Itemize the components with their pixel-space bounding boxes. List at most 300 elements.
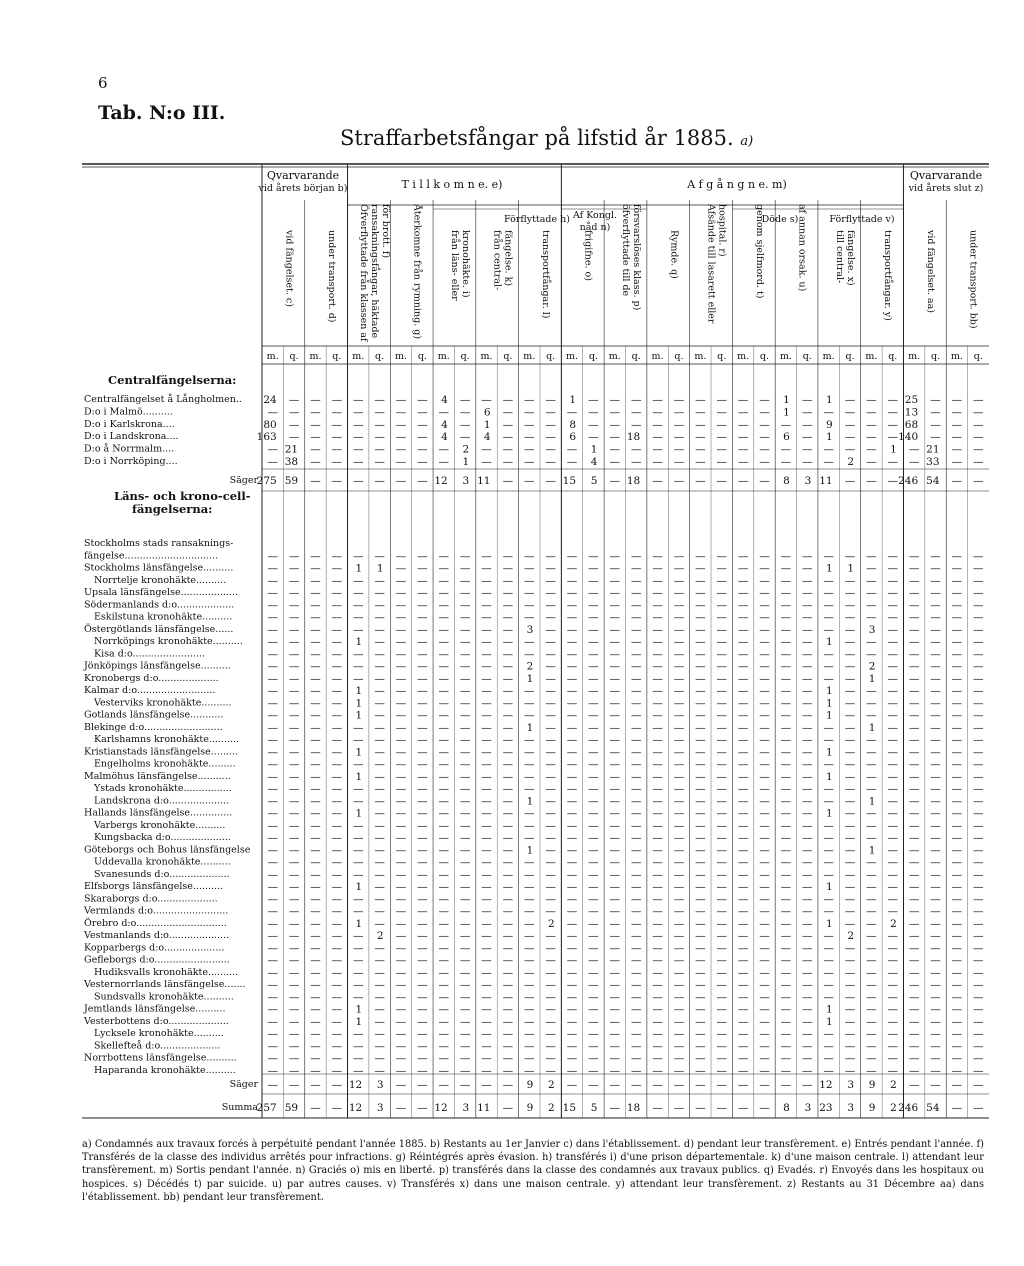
lans-row-43-cell: — bbox=[609, 1064, 621, 1077]
lans-row-38-cell: — bbox=[310, 1003, 321, 1016]
lans-row-40-cell: — bbox=[652, 1028, 663, 1040]
lans-row-43-cell: — bbox=[695, 1064, 706, 1077]
lans-row-30-cell: — bbox=[673, 905, 685, 918]
lans-row-15-cell: — bbox=[374, 721, 385, 734]
lans-row-35-cell: — bbox=[481, 966, 492, 979]
lans-row-37-cell: — bbox=[502, 991, 514, 1004]
lans-row-5-cell: — bbox=[374, 599, 385, 612]
title-text: Straffarbetsfångar på lifstid år 1885. bbox=[340, 126, 734, 150]
lans-row-11-cell: — bbox=[973, 672, 984, 685]
lans-row-36-cell: — bbox=[673, 979, 685, 991]
unit-label: q. bbox=[289, 351, 299, 362]
lans-row-35-cell: — bbox=[395, 966, 407, 979]
column-label-13-1: fängelse. x) bbox=[844, 230, 856, 286]
lans-row-25-cell: — bbox=[609, 844, 621, 857]
central-row-0-cell: — bbox=[502, 394, 514, 406]
lans-row-13-cell: — bbox=[716, 697, 727, 710]
lans-row-10-cell: — bbox=[652, 660, 663, 673]
lans-row-26-cell: — bbox=[973, 856, 984, 869]
lans-row-16-cell: — bbox=[288, 734, 300, 746]
lans-row-5-cell: — bbox=[417, 599, 428, 612]
lans-row-25-cell: — bbox=[716, 844, 727, 857]
lans-row-18-cell: — bbox=[481, 758, 492, 771]
lans-row-21-cell: — bbox=[737, 795, 749, 808]
central-row-1-cell: — bbox=[951, 406, 963, 419]
lans-row-5-cell: — bbox=[352, 599, 364, 612]
lans-row-8-cell: — bbox=[374, 636, 385, 648]
lans-row-30-cell: — bbox=[481, 905, 492, 918]
lans-row-42-cell: — bbox=[823, 1052, 834, 1065]
lans-row-3-cell: — bbox=[374, 574, 385, 587]
lans-row-33-cell: — bbox=[802, 942, 813, 955]
unit-label: q. bbox=[888, 351, 898, 362]
lans-row-41-cell: — bbox=[459, 1040, 471, 1053]
lans-row-12-cell: — bbox=[481, 685, 492, 697]
lans-row-8-cell: — bbox=[951, 636, 963, 648]
lans-row-7-cell: — bbox=[331, 623, 343, 636]
lans-row-41-cell: — bbox=[823, 1040, 834, 1053]
lans-row-21-cell: — bbox=[481, 795, 492, 808]
lans-row-35-cell: — bbox=[951, 966, 963, 979]
lans-row-17-cell: — bbox=[331, 746, 343, 759]
central-sum-cell: 59 bbox=[284, 475, 299, 487]
lans-row-13-cell: — bbox=[459, 697, 471, 710]
lans-row-12-cell: — bbox=[609, 685, 621, 697]
lans-row-43-cell: — bbox=[352, 1064, 364, 1077]
central-row-2-cell: — bbox=[524, 418, 535, 431]
lans-row-5-cell: — bbox=[267, 599, 278, 612]
lans-row-14-cell: — bbox=[566, 709, 578, 722]
lans-row-12-cell: — bbox=[502, 685, 514, 697]
lans-row-40-cell: — bbox=[951, 1028, 963, 1040]
lans-row-27-cell: — bbox=[288, 868, 300, 881]
lans-row-31-cell: — bbox=[716, 917, 727, 930]
lans-row-33-cell: — bbox=[844, 942, 856, 955]
lans-row-2-cell: — bbox=[802, 562, 813, 575]
lans-row-39-cell: — bbox=[609, 1015, 621, 1028]
unit-label: q. bbox=[802, 351, 812, 362]
lans-row-30-cell: — bbox=[630, 905, 642, 918]
central-row-2-cell: — bbox=[545, 418, 556, 431]
lans-row-27-cell: — bbox=[502, 868, 514, 881]
lans-row-13-cell: — bbox=[588, 697, 599, 710]
central-row-4-cell: — bbox=[481, 443, 492, 456]
lans-row-28-cell: — bbox=[737, 881, 749, 893]
lans-row-42-cell: — bbox=[310, 1052, 321, 1065]
central-row-4-cell: — bbox=[951, 443, 963, 456]
lans-row-16-cell: — bbox=[502, 734, 514, 746]
lans-row-11-cell: — bbox=[823, 672, 834, 685]
lans-row-4-cell: — bbox=[866, 587, 877, 599]
lans-row-25-cell: — bbox=[759, 844, 770, 857]
lans-row-38-cell: — bbox=[588, 1003, 599, 1016]
lans-sum-label: Säger bbox=[229, 1079, 258, 1090]
lans-row-13-cell: — bbox=[951, 697, 963, 710]
lans-row-26-cell: — bbox=[438, 856, 449, 869]
lans-row-18-cell: — bbox=[951, 758, 963, 771]
lans-row-13-cell: — bbox=[973, 697, 984, 710]
lans-row-20-cell: — bbox=[609, 783, 621, 795]
lans-row-32-cell: — bbox=[524, 930, 535, 942]
lans-row-5-cell: — bbox=[588, 599, 599, 612]
lans-row-12-cell: — bbox=[737, 685, 749, 697]
lans-row-39-cell: — bbox=[951, 1015, 963, 1028]
lans-row-22-cell: — bbox=[438, 807, 449, 820]
central-row-5-cell: — bbox=[395, 456, 407, 468]
lans-row-6-cell: — bbox=[310, 611, 321, 624]
lans-row-12-cell: — bbox=[844, 685, 856, 697]
lans-row-1-cell: — bbox=[288, 550, 300, 563]
lans-row-2-cell: — bbox=[438, 562, 449, 575]
lans-row-39-cell: — bbox=[417, 1015, 428, 1028]
lans-row-31-cell: — bbox=[759, 917, 770, 930]
central-row-0-cell: — bbox=[973, 394, 984, 406]
lans-row-35-label: Hudiksvalls kronohäkte.......... bbox=[94, 966, 239, 978]
lans-row-27-cell: — bbox=[802, 868, 813, 881]
lans-row-19-cell: — bbox=[481, 770, 492, 783]
lans-row-27-cell: — bbox=[887, 868, 899, 881]
lans-row-36-cell: — bbox=[823, 979, 834, 991]
lans-row-34-cell: — bbox=[481, 954, 492, 967]
lans-row-26-cell: — bbox=[288, 856, 300, 869]
lans-row-3-cell: — bbox=[630, 574, 642, 587]
lans-row-24-cell: — bbox=[673, 832, 685, 844]
lans-row-2-cell: — bbox=[481, 562, 492, 575]
lans-row-16-cell: — bbox=[609, 734, 621, 746]
lans-row-14-cell: — bbox=[267, 709, 278, 722]
lans-row-36-cell: — bbox=[695, 979, 706, 991]
central-row-3-cell: — bbox=[352, 431, 364, 444]
central-row-1-cell: — bbox=[267, 406, 278, 419]
summa-cell: 54 bbox=[926, 1102, 940, 1114]
lans-row-38-cell: 1 bbox=[355, 1003, 363, 1016]
lans-row-24-cell: — bbox=[352, 832, 364, 844]
lans-row-29-cell: — bbox=[609, 893, 621, 906]
central-row-4-cell: — bbox=[438, 443, 449, 456]
column-label-14-0: transportfångar. y) bbox=[882, 230, 894, 321]
lans-row-28-cell: — bbox=[844, 881, 856, 893]
lans-row-11-cell: 1 bbox=[526, 672, 534, 685]
lans-row-18-cell: — bbox=[737, 758, 749, 771]
lans-row-15-cell: — bbox=[652, 721, 663, 734]
lans-row-29-cell: — bbox=[288, 893, 300, 906]
lans-row-3-cell: — bbox=[352, 574, 364, 587]
lans-row-26-cell: — bbox=[630, 856, 642, 869]
lans-row-37-cell: — bbox=[417, 991, 428, 1004]
lans-row-12-cell: — bbox=[588, 685, 599, 697]
lans-row-11-cell: — bbox=[352, 672, 364, 685]
lans-row-10-cell: — bbox=[459, 660, 471, 673]
lans-row-23-cell: — bbox=[951, 819, 963, 832]
lans-row-37-cell: — bbox=[609, 991, 621, 1004]
central-row-4-cell: — bbox=[802, 443, 813, 456]
summa-cell: 12 bbox=[434, 1102, 448, 1114]
lans-row-15-cell: — bbox=[288, 721, 300, 734]
header-dode: Döde s) bbox=[761, 214, 799, 225]
lans-row-10-cell: — bbox=[438, 660, 449, 673]
unit-label: q. bbox=[588, 351, 598, 362]
central-row-3-cell: — bbox=[545, 431, 556, 444]
lans-row-40-cell: — bbox=[759, 1028, 770, 1040]
unit-label: m. bbox=[566, 351, 579, 362]
lans-row-41-cell: — bbox=[630, 1040, 642, 1053]
lans-row-12-cell: — bbox=[908, 685, 920, 697]
lans-row-40-cell: — bbox=[374, 1028, 385, 1040]
lans-row-16-cell: — bbox=[737, 734, 749, 746]
lans-row-8-cell: — bbox=[908, 636, 920, 648]
lans-row-1-cell: — bbox=[951, 550, 963, 563]
lans-row-3-cell: — bbox=[502, 574, 514, 587]
central-row-1-cell: — bbox=[374, 406, 385, 419]
lans-row-36-cell: — bbox=[459, 979, 471, 991]
unit-label: m. bbox=[394, 351, 408, 362]
lans-row-5-cell: — bbox=[652, 599, 663, 612]
lans-row-6-cell: — bbox=[267, 611, 278, 624]
lans-row-11-cell: — bbox=[802, 672, 813, 685]
header-qvar-end: Qvarvarande bbox=[909, 169, 983, 182]
lans-row-20-cell: — bbox=[973, 783, 984, 795]
lans-row-13-cell: — bbox=[652, 697, 663, 710]
lans-row-25-cell: — bbox=[802, 844, 813, 857]
lans-row-41-cell: — bbox=[844, 1040, 856, 1053]
lans-row-41-cell: — bbox=[737, 1040, 749, 1053]
lans-row-33-cell: — bbox=[652, 942, 663, 955]
lans-row-28-cell: — bbox=[459, 881, 471, 893]
lans-row-43-cell: — bbox=[331, 1064, 343, 1077]
lans-row-21-cell: — bbox=[267, 795, 278, 808]
lans-row-14-cell: — bbox=[652, 709, 663, 722]
column-label-2-1: ransakningsfångar, häktade bbox=[368, 204, 380, 339]
lans-sum-cell: — bbox=[930, 1079, 941, 1091]
lans-sum-cell: — bbox=[331, 1079, 343, 1091]
lans-row-15-cell: 1 bbox=[526, 721, 534, 734]
central-row-5-cell: — bbox=[823, 456, 834, 468]
lans-row-38-cell: — bbox=[802, 1003, 813, 1016]
lans-row-27-label: Svanesunds d:o.................... bbox=[94, 868, 230, 880]
lans-row-9-cell: — bbox=[823, 648, 834, 661]
lans-row-29-cell: — bbox=[737, 893, 749, 906]
lans-row-20-cell: — bbox=[438, 783, 449, 795]
central-row-5-cell: — bbox=[524, 456, 535, 468]
unit-label: m. bbox=[651, 351, 664, 362]
lans-row-19-cell: — bbox=[737, 770, 749, 783]
central-row-5-cell: 1 bbox=[462, 456, 470, 468]
lans-row-8-cell: — bbox=[331, 636, 343, 648]
lans-row-24-cell: — bbox=[481, 832, 492, 844]
lans-row-10-cell: — bbox=[802, 660, 813, 673]
lans-row-37-cell: — bbox=[780, 991, 792, 1004]
lans-row-7-label: Östergötlands länsfängelse...... bbox=[84, 623, 234, 635]
summa-cell: — bbox=[502, 1102, 514, 1114]
lans-row-37-cell: — bbox=[310, 991, 321, 1004]
lans-row-40-cell: — bbox=[288, 1028, 300, 1040]
lans-row-31-cell: — bbox=[588, 917, 599, 930]
lans-row-21-cell: — bbox=[502, 795, 514, 808]
lans-row-42-cell: — bbox=[331, 1052, 343, 1065]
column-label-5-1: fängelse. k) bbox=[502, 230, 514, 287]
lans-row-13-cell: — bbox=[844, 697, 856, 710]
lans-row-14-cell: — bbox=[417, 709, 428, 722]
lans-row-10-cell: — bbox=[331, 660, 343, 673]
lans-row-22-cell: — bbox=[588, 807, 599, 820]
lans-row-8-cell: — bbox=[438, 636, 449, 648]
lans-row-23-cell: — bbox=[352, 819, 364, 832]
lans-row-19-cell: — bbox=[844, 770, 856, 783]
lans-row-17-cell: — bbox=[759, 746, 770, 759]
lans-row-21-cell: — bbox=[887, 795, 899, 808]
lans-row-10-cell: — bbox=[973, 660, 984, 673]
lans-row-5-cell: — bbox=[609, 599, 621, 612]
lans-row-20-cell: — bbox=[310, 783, 321, 795]
central-row-2-cell: — bbox=[844, 418, 856, 431]
lans-row-36-cell: — bbox=[352, 979, 364, 991]
column-label-0-0: vid fängelset. c) bbox=[283, 230, 295, 307]
lans-row-12-cell: — bbox=[973, 685, 984, 697]
lans-row-24-cell: — bbox=[716, 832, 727, 844]
lans-row-3-cell: — bbox=[524, 574, 535, 587]
lans-row-7-cell: — bbox=[566, 623, 578, 636]
lans-row-25-cell: — bbox=[310, 844, 321, 857]
lans-row-24-cell: — bbox=[438, 832, 449, 844]
table-body bbox=[83, 373, 984, 1114]
lans-row-32-cell: — bbox=[802, 930, 813, 942]
lans-row-16-cell: — bbox=[866, 734, 877, 746]
lans-row-26-cell: — bbox=[844, 856, 856, 869]
header-tillkomne: T i l l k o m n e. e) bbox=[401, 178, 503, 191]
lans-row-42-cell: — bbox=[609, 1052, 621, 1065]
lans-row-8-cell: — bbox=[566, 636, 578, 648]
lans-row-16-cell: — bbox=[481, 734, 492, 746]
lans-row-28-cell: — bbox=[481, 881, 492, 893]
central-sum-cell: — bbox=[524, 475, 535, 487]
lans-row-2-cell: — bbox=[588, 562, 599, 575]
lans-row-23-cell: — bbox=[780, 819, 792, 832]
lans-row-15-cell: — bbox=[780, 721, 792, 734]
lans-row-38-cell: 1 bbox=[825, 1003, 833, 1016]
central-sum-cell: — bbox=[716, 475, 727, 487]
lans-row-3-cell: — bbox=[288, 574, 300, 587]
central-row-2-cell: — bbox=[716, 418, 727, 431]
lans-row-11-cell: — bbox=[588, 672, 599, 685]
lans-row-42-cell: — bbox=[545, 1052, 556, 1065]
lans-row-25-cell: — bbox=[588, 844, 599, 857]
lans-row-13-cell: — bbox=[866, 697, 877, 710]
unit-label: q. bbox=[759, 351, 770, 362]
unit-label: m. bbox=[779, 351, 792, 362]
lans-row-40-cell: — bbox=[823, 1028, 834, 1040]
lans-row-13-cell: — bbox=[267, 697, 278, 710]
lans-row-27-cell: — bbox=[737, 868, 749, 881]
lans-row-2-cell: — bbox=[395, 562, 407, 575]
lans-row-40-cell: — bbox=[673, 1028, 685, 1040]
lans-row-34-cell: — bbox=[374, 954, 385, 967]
lans-row-40-cell: — bbox=[310, 1028, 321, 1040]
lans-row-3-cell: — bbox=[438, 574, 449, 587]
lans-row-38-cell: — bbox=[844, 1003, 856, 1016]
lans-row-28-cell: — bbox=[588, 881, 599, 893]
lans-row-14-cell: — bbox=[908, 709, 920, 722]
summa-cell: — bbox=[331, 1102, 343, 1114]
lans-row-29-cell: — bbox=[267, 893, 278, 906]
lans-row-16-cell: — bbox=[310, 734, 321, 746]
table-label: Tab. N:o III. bbox=[98, 102, 226, 124]
central-row-4-cell: — bbox=[395, 443, 407, 456]
lans-row-6-cell: — bbox=[866, 611, 877, 624]
lans-row-17-cell: — bbox=[566, 746, 578, 759]
central-sum-cell: 11 bbox=[819, 475, 833, 487]
lans-row-18-cell: — bbox=[459, 758, 471, 771]
lans-row-39-cell: — bbox=[588, 1015, 599, 1028]
lans-row-42-cell: — bbox=[374, 1052, 385, 1065]
lans-row-33-cell: — bbox=[951, 942, 963, 955]
lans-row-3-cell: — bbox=[566, 574, 578, 587]
lans-row-38-cell: — bbox=[374, 1003, 385, 1016]
lans-row-14-cell: — bbox=[459, 709, 471, 722]
central-row-0-cell: 1 bbox=[569, 394, 577, 406]
lans-row-8-cell: — bbox=[524, 636, 535, 648]
central-row-3-cell: — bbox=[737, 431, 749, 444]
lans-row-32-cell: — bbox=[908, 930, 920, 942]
lans-row-24-cell: — bbox=[887, 832, 899, 844]
lans-row-4-cell: — bbox=[566, 587, 578, 599]
column-label-8-1: försvarslöses klass. p) bbox=[631, 204, 642, 311]
lans-sum-cell: — bbox=[759, 1079, 770, 1091]
lans-row-11-cell: — bbox=[267, 672, 278, 685]
lans-row-13-cell: — bbox=[310, 697, 321, 710]
central-row-4-cell: — bbox=[630, 443, 642, 456]
lans-row-23-cell: — bbox=[887, 819, 899, 832]
lans-row-38-cell: — bbox=[951, 1003, 963, 1016]
lans-row-21-cell: — bbox=[802, 795, 813, 808]
lans-row-30-cell: — bbox=[374, 905, 385, 918]
lans-row-30-cell: — bbox=[759, 905, 770, 918]
lans-row-32-cell: 2 bbox=[376, 930, 384, 942]
lans-row-25-label: Göteborgs och Bohus länsfängelse bbox=[84, 844, 251, 856]
lans-row-18-cell: — bbox=[331, 758, 343, 771]
unit-label: m. bbox=[908, 351, 921, 362]
central-row-4-cell: — bbox=[652, 443, 663, 456]
lans-row-16-cell: — bbox=[652, 734, 663, 746]
lans-row-14-cell: — bbox=[802, 709, 813, 722]
lans-row-20-cell: — bbox=[673, 783, 685, 795]
lans-row-38-cell: — bbox=[417, 1003, 428, 1016]
lans-row-28-cell: 1 bbox=[825, 881, 833, 893]
lans-row-43-cell: — bbox=[417, 1064, 428, 1077]
lans-row-12-cell: — bbox=[866, 685, 877, 697]
lans-row-28-cell: — bbox=[438, 881, 449, 893]
lans-row-37-cell: — bbox=[823, 991, 834, 1004]
lans-row-17-cell: — bbox=[652, 746, 663, 759]
lans-row-21-cell: — bbox=[844, 795, 856, 808]
central-row-5-cell: — bbox=[951, 456, 963, 468]
central-row-2-cell: — bbox=[780, 418, 792, 431]
lans-row-37-cell: — bbox=[759, 991, 770, 1004]
lans-row-20-label: Ystads kronohäkte................ bbox=[94, 783, 232, 794]
central-row-3-cell: — bbox=[951, 431, 963, 444]
lans-row-41-label: Skellefteå d:o.................... bbox=[94, 1040, 221, 1052]
lans-row-35-cell: — bbox=[566, 966, 578, 979]
lans-row-8-cell: — bbox=[780, 636, 792, 648]
lans-row-24-cell: — bbox=[524, 832, 535, 844]
lans-row-42-cell: — bbox=[502, 1052, 514, 1065]
central-row-4-cell: — bbox=[352, 443, 364, 456]
lans-row-16-cell: — bbox=[352, 734, 364, 746]
lans-row-26-cell: — bbox=[545, 856, 556, 869]
lans-row-23-cell: — bbox=[481, 819, 492, 832]
lans-row-34-cell: — bbox=[887, 954, 899, 967]
lans-row-31-cell: — bbox=[844, 917, 856, 930]
lans-row-5-cell: — bbox=[802, 599, 813, 612]
